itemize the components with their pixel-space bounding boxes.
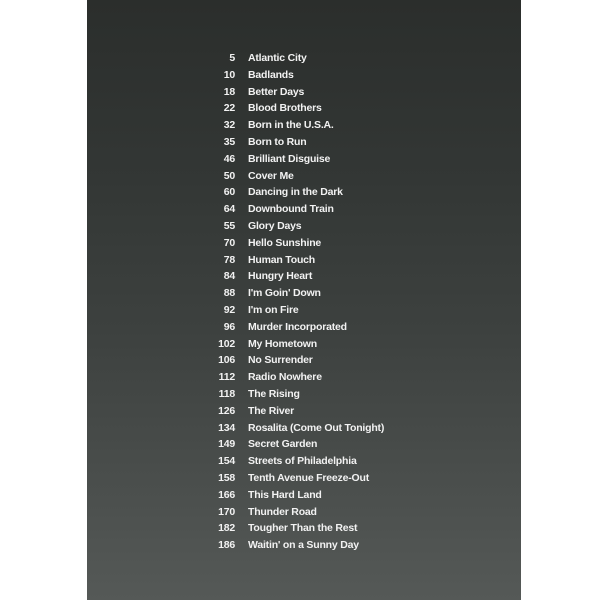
toc-entry [87, 504, 521, 521]
toc-page-number: 118 [218, 387, 235, 400]
toc-entry [87, 134, 521, 151]
toc-entry [87, 168, 521, 185]
toc-song-title: Tougher Than the Rest [248, 522, 358, 535]
toc-page-number: 170 [218, 505, 235, 518]
toc-entry [87, 252, 521, 269]
toc-page-number: 46 [223, 152, 235, 165]
toc-entry [87, 268, 521, 285]
toc-entry [87, 436, 521, 453]
toc-page-number: 106 [218, 354, 235, 367]
toc-entry [87, 453, 521, 470]
toc-song-title: I'm on Fire [248, 303, 299, 316]
toc-entry [87, 520, 521, 537]
toc-page-number: 50 [223, 169, 235, 182]
toc-entry [87, 487, 521, 504]
toc-page-number: 64 [223, 203, 235, 216]
table-of-contents [87, 50, 521, 554]
toc-song-title: Blood Brothers [248, 102, 322, 115]
toc-song-title: Badlands [248, 68, 294, 81]
toc-song-title: Streets of Philadelphia [248, 455, 357, 468]
toc-page-number: 88 [223, 287, 235, 300]
toc-page-number: 186 [218, 539, 235, 552]
toc-song-title: No Surrender [248, 354, 313, 367]
toc-entry [87, 151, 521, 168]
toc-entry [87, 67, 521, 84]
toc-page-number: 92 [223, 303, 235, 316]
document-page [87, 0, 521, 600]
toc-page-number: 149 [218, 438, 235, 451]
toc-page-number: 32 [223, 119, 235, 132]
toc-entry [87, 537, 521, 554]
toc-song-title: Radio Nowhere [248, 371, 322, 384]
toc-song-title: This Hard Land [248, 488, 322, 501]
toc-page-number: 5 [229, 52, 235, 64]
toc-page-number: 84 [223, 270, 235, 283]
toc-page-number: 166 [218, 488, 235, 501]
toc-song-title: Dancing in the Dark [248, 186, 343, 199]
toc-entry [87, 352, 521, 369]
toc-entry [87, 319, 521, 336]
toc-entry [87, 285, 521, 302]
toc-song-title: Atlantic City [248, 52, 307, 64]
toc-song-title: The River [248, 404, 295, 417]
toc-page-number: 126 [218, 404, 235, 417]
toc-page-number: 60 [223, 186, 235, 199]
toc-page-number: 112 [218, 371, 235, 384]
toc-song-title: Downbound Train [248, 203, 334, 216]
toc-page-number: 96 [223, 320, 235, 333]
toc-entry [87, 302, 521, 319]
toc-entry [87, 100, 521, 117]
toc-entry [87, 369, 521, 386]
toc-song-title: Hungry Heart [248, 270, 313, 283]
toc-song-title: Born to Run [248, 135, 307, 148]
toc-entry [87, 403, 521, 420]
toc-entry [87, 235, 521, 252]
toc-song-title: Glory Days [248, 219, 302, 232]
toc-song-title: Born in the U.S.A. [248, 119, 334, 132]
toc-page-number: 10 [223, 68, 235, 81]
toc-page-number: 18 [223, 85, 235, 98]
toc-song-title: Waitin' on a Sunny Day [248, 539, 359, 552]
toc-entry [87, 50, 521, 67]
toc-entry [87, 117, 521, 134]
toc-song-title: Murder Incorporated [248, 320, 347, 333]
toc-entry [87, 470, 521, 487]
toc-page-number: 35 [223, 135, 235, 148]
toc-page-number: 158 [218, 471, 235, 484]
toc-song-title: Tenth Avenue Freeze-Out [248, 471, 370, 484]
toc-song-title: Hello Sunshine [248, 236, 322, 249]
toc-entry [87, 184, 521, 201]
toc-entry [87, 336, 521, 353]
toc-song-title: I'm Goin' Down [248, 287, 321, 300]
toc-entry [87, 84, 521, 101]
toc-page-number: 154 [218, 455, 235, 468]
toc-song-title: Thunder Road [248, 505, 317, 518]
toc-song-title: Rosalita (Come Out Tonight) [248, 421, 385, 434]
toc-song-title: Brilliant Disguise [248, 152, 331, 165]
toc-song-title: Human Touch [248, 253, 316, 266]
toc-song-title: My Hometown [248, 337, 317, 350]
toc-page-number: 134 [218, 421, 235, 434]
toc-page-number: 102 [218, 337, 235, 350]
toc-page-number: 70 [223, 236, 235, 249]
toc-entry [87, 386, 521, 403]
toc-page-number: 182 [218, 522, 235, 535]
toc-entry [87, 218, 521, 235]
toc-page-number: 55 [223, 219, 235, 232]
toc-page-number: 22 [223, 102, 235, 115]
toc-entry [87, 201, 521, 218]
toc-song-title: Better Days [248, 85, 305, 98]
toc-song-title: Secret Garden [248, 438, 318, 451]
toc-entry [87, 420, 521, 437]
toc-song-title: Cover Me [248, 169, 294, 182]
toc-page-number: 78 [223, 253, 235, 266]
toc-song-title: The Rising [248, 387, 300, 400]
